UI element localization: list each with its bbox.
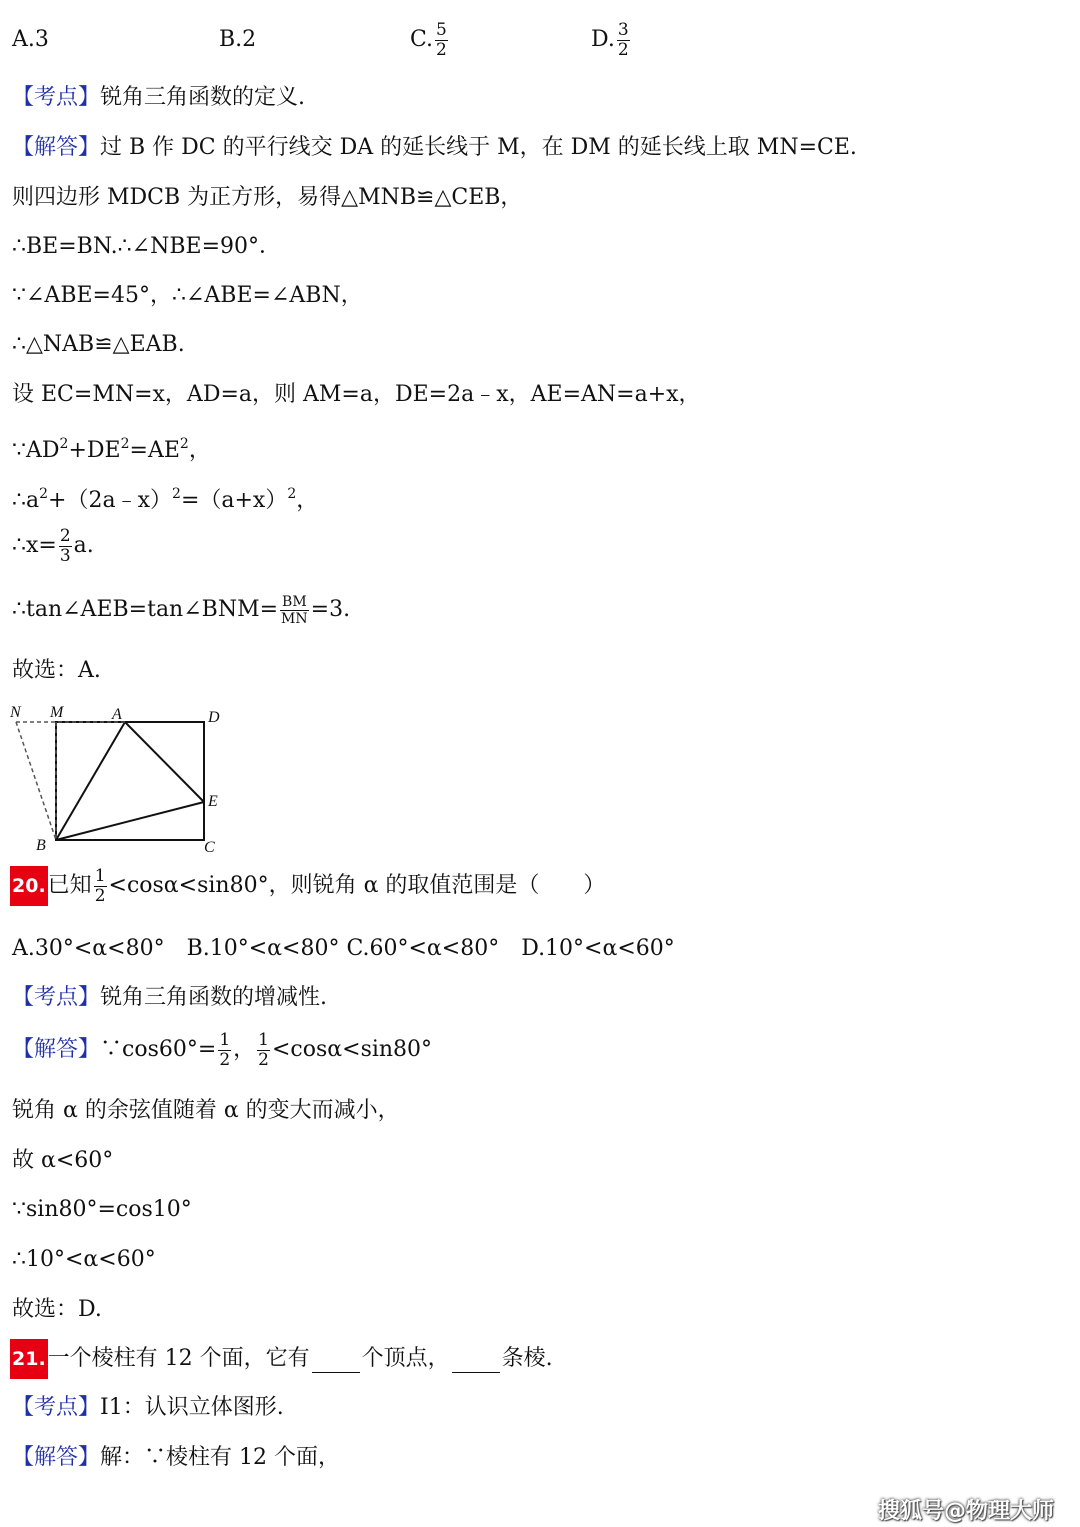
solution-text: 解：∵棱柱有 12 个面， — [100, 1445, 340, 1470]
solution-line-8: $\therefore a^2+(2a﹣x)^2=(a+x)^2$， — [12, 486, 319, 513]
segment-ab — [56, 722, 125, 840]
kaodian-text: I1：认识立体图形. — [100, 1395, 284, 1420]
kaodian-tag: 【考点】 — [12, 85, 101, 110]
label-d: D — [208, 709, 220, 726]
option-c: C. $\frac{5}{2}$ — [410, 19, 447, 60]
label-b: B — [36, 837, 46, 854]
solution-line-5: ∴△NAB≌△EAB. — [12, 332, 185, 357]
solution-line-7: $\because AD^2+DE^2=AE^2$， — [12, 436, 211, 463]
jieda-tag: 【解答】 — [12, 1445, 101, 1470]
answer-line: 故选：A. — [12, 658, 101, 683]
option-a: A.3 — [12, 27, 49, 52]
kaodian-tag: 【考点】 — [12, 1395, 101, 1420]
label-m: M — [50, 704, 64, 721]
q20-kaodian — [12, 978, 327, 1018]
q20-answer-line: 故选：D. — [12, 1297, 102, 1322]
geometry-figure — [8, 700, 228, 860]
q20-solution-line-4: ∵sin80°=cos10° — [12, 1197, 192, 1222]
kaodian-text: 锐角三角函数的增减性. — [100, 985, 328, 1010]
label-e: E — [208, 793, 218, 810]
q21-kaodian — [12, 1388, 284, 1428]
q20-solution-line-3: 故 α<60° — [12, 1148, 114, 1173]
question-number-badge: 20. — [10, 866, 48, 906]
kaodian-tag: 【考点】 — [12, 985, 101, 1010]
q20-solution-line-5: ∴10°<α<60° — [12, 1247, 156, 1272]
question-number-badge: 21. — [10, 1339, 48, 1379]
answer-blank-vertices[interactable] — [312, 1346, 360, 1373]
q20-options: A.30°<α<80° B.10°<α<80° C.60°<α<80° D.10°<α<60° — [12, 936, 675, 961]
label-n: N — [10, 704, 21, 721]
dashed-lines — [16, 722, 125, 840]
solid-lines — [56, 722, 204, 840]
kaodian-text: 锐角三角函数的定义. — [100, 85, 306, 110]
answer-blank-edges[interactable] — [452, 1346, 500, 1373]
label-a: A — [112, 706, 122, 723]
q20-stem: 20.已知 $\frac{1}{2}$ <cosα<sin80°，则锐角 α 的取值范围是（ ） — [12, 865, 606, 906]
watermark: 搜狐号@物理大师 — [877, 1499, 1054, 1524]
label-c: C — [204, 839, 215, 856]
segment-nb — [16, 722, 56, 840]
option-b: B.2 — [219, 27, 257, 52]
solution-line-3: ∴BE=BN.∴∠NBE=90°． — [12, 234, 281, 259]
q21-jieda — [12, 1438, 340, 1478]
solution-text: 过 B 作 DC 的平行线交 DA 的延长线于 M，在 DM 的延长线上取 MN=CE. — [100, 135, 857, 160]
solution-line-6: 设 EC=MN=x，AD=a，则 AM=a，DE=2a﹣x，AE=AN=a+x， — [12, 382, 701, 407]
solution-line-4: ∵∠ABE=45°，∴∠ABE=∠ABN， — [12, 283, 363, 308]
jieda-tag: 【解答】 — [12, 135, 101, 160]
q21-stem: 21.一个棱柱有 12 个面，它有 个顶点， 条棱. — [10, 1339, 553, 1379]
segment-be — [56, 802, 204, 840]
jieda-tag: 【解答】 — [12, 1037, 101, 1062]
solution-line-9: ∴x= $\frac{2}{3}$ a. — [12, 525, 94, 566]
q20-solution-line-2: 锐角 α 的余弦值随着 α 的变大而减小， — [12, 1098, 400, 1123]
q20-jieda-line1: 【解答】∵cos60°= $\frac{1}{2}$ ， $\frac{1}{2}$ <cosα<sin80° — [12, 1029, 433, 1070]
option-d: D. $\frac{3}{2}$ — [591, 19, 629, 60]
segment-ae — [125, 722, 204, 802]
square-mdcb — [56, 722, 204, 840]
q19-options — [12, 20, 1012, 60]
solution-line-2: 则四边形 MDCB 为正方形，易得△MNB≌△CEB， — [12, 185, 523, 210]
solution-line-10: ∴tan∠AEB=tan∠BNM= $\frac{BM}{MN}$ =3. — [12, 593, 351, 627]
q19-kaodian — [12, 78, 305, 118]
q19-jieda-line1 — [12, 128, 857, 168]
